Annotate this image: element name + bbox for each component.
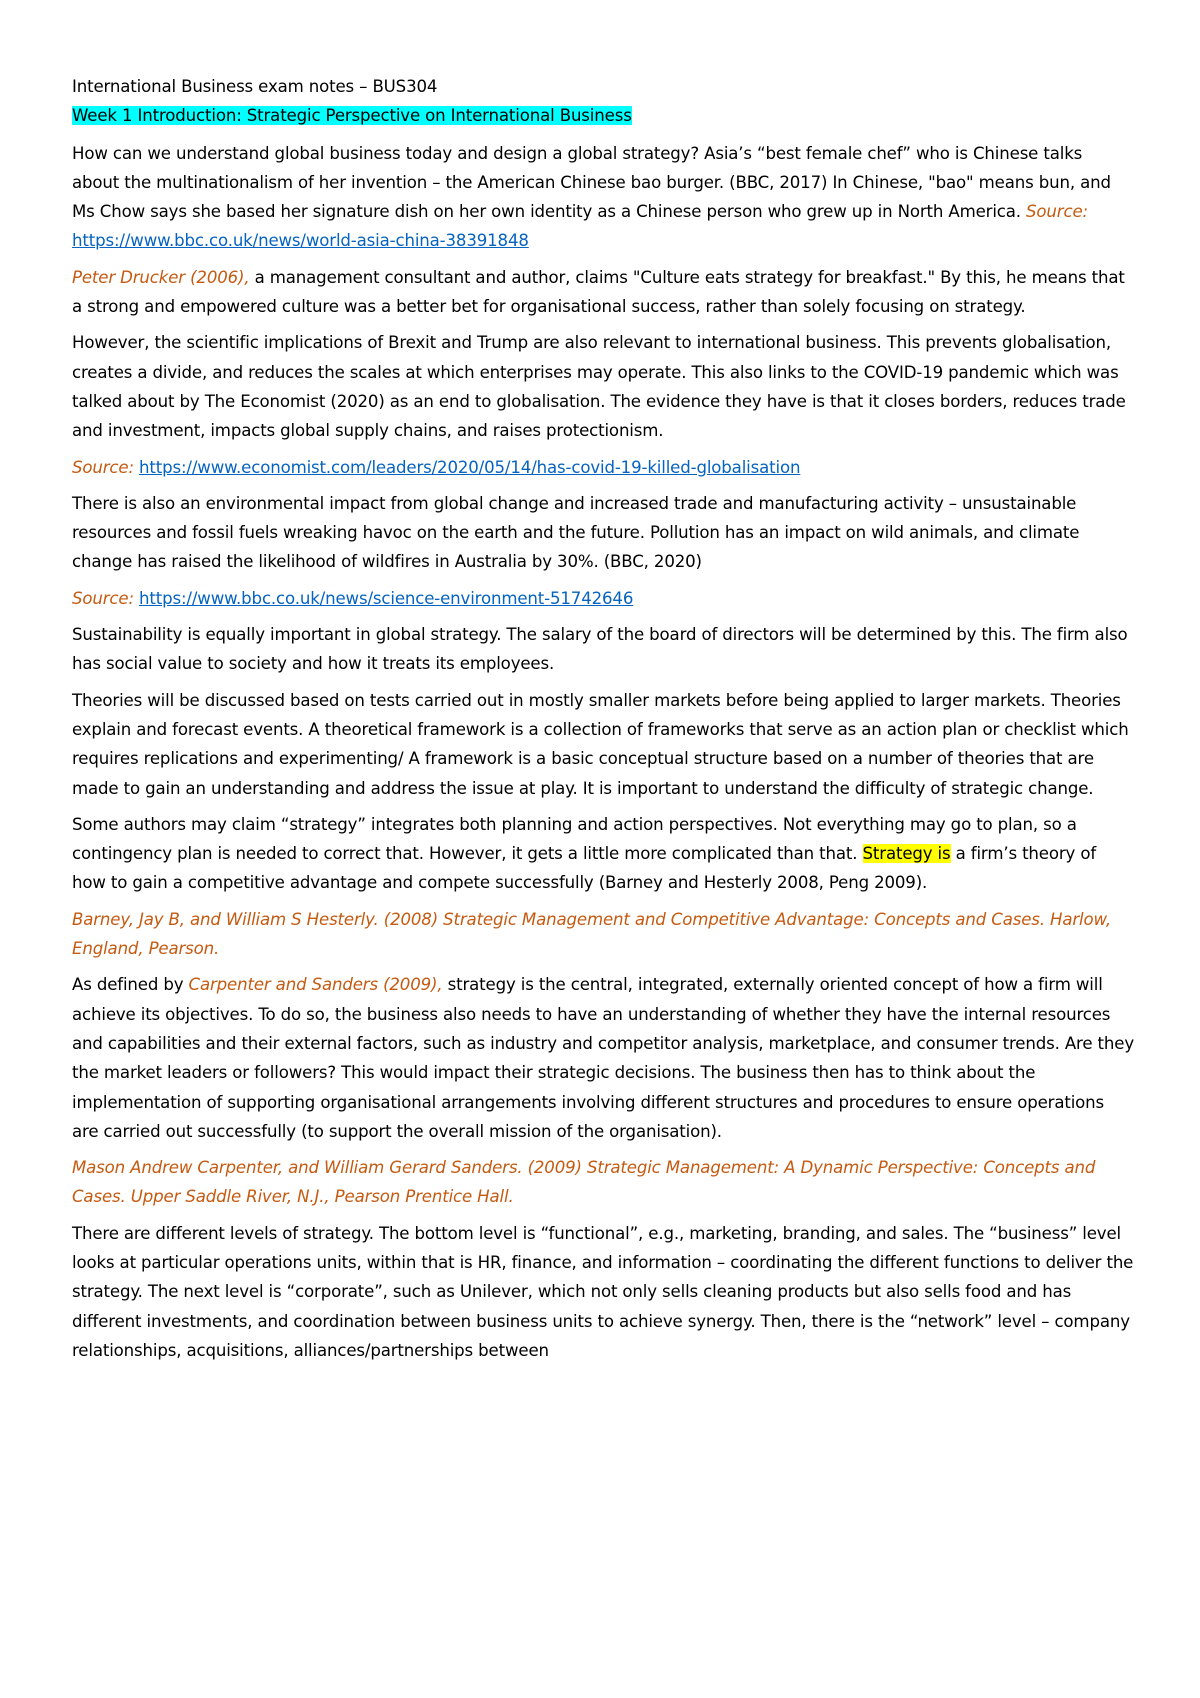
- paragraph-bao-burger: [72, 139, 1134, 256]
- week-heading-highlight: Week 1 Introduction: Strategic Perspective on International Business: [72, 106, 632, 126]
- source-label: Source:: [72, 588, 134, 608]
- paragraph-text: a firm’s theory of how to gain a competitive advantage and compete successfully (Barney and Hesterly 2008, Peng 2009).: [72, 844, 1097, 893]
- paragraph-text: How can we understand global business today and design a global strategy? Asia’s “best female chef” who is Chinese talks about the multinationalism of her invention – the American Chinese bao burger. (BBC, 2017) In Chinese, "bao" means bun, and Ms Chow says she based her signature dish on her own identity as a Chinese person who grew up in North America.: [72, 143, 1111, 222]
- paragraph-carpenter-sanders: [72, 970, 1134, 1146]
- source-link-economist[interactable]: https://www.economist.com/leaders/2020/05/14/has-covid-19-killed-globalisation: [139, 457, 801, 477]
- paragraph-text: As defined by: [72, 975, 189, 995]
- reference-barney-hesterly: Barney, Jay B, and William S Hesterly. (2008) Strategic Management and Competitive Advantage: Concepts and Cases. Harlow, England, Pearson.: [72, 909, 1111, 959]
- source-link-bbc-environment[interactable]: https://www.bbc.co.uk/news/science-environment-51742646: [139, 588, 634, 608]
- paragraph-drucker: [72, 263, 1134, 322]
- paragraph-brexit-trump: However, the scientific implications of Brexit and Trump are also relevant to international business. This prevents globalisation, creates a divide, and reduces the scales at which enterprises may operate. This also links to the COVID-19 pandemic which was talked about by The Economist (2020) as an end to globalisation. The evidence they have is that it closes borders, reduces trade and investment, impacts global supply chains, and raises protectionism.: [72, 333, 1126, 441]
- paragraph-text: a management consultant and author, claims "Culture eats strategy for breakfast." By this, he means that a strong and empowered culture was a better bet for organisational success, rather than solely focusing on strategy.: [72, 267, 1125, 317]
- source-line-bbc-environment: [72, 584, 1134, 613]
- citation-carpenter-sanders: Carpenter and Sanders (2009),: [188, 975, 443, 995]
- paragraph-strategy-levels: There are different levels of strategy. The bottom level is “functional”, e.g., marketing, branding, and sales. The “business” level looks at particular operations units, within that is HR, finance, and information – coordinating the different functions to deliver the strategy. The next level is “corporate”, such as Unilever, which not only sells cleaning products but also sells food and has different investments, and coordination between business units to achieve synergy. Then, there is the “network” level – company relationships, acquisitions, alliances/partnerships between: [72, 1223, 1134, 1360]
- paragraph-text: Some authors may claim “strategy” integrates both planning and action perspectives. Not everything may go to plan, so a contingency plan is needed to correct that. However, it gets a little more complicated than that.: [72, 814, 1077, 864]
- paragraph-environment: There is also an environmental impact from global change and increased trade and manufacturing activity – unsustainable resources and fossil fuels wreaking havoc on the earth and the future. Pollution has an impact on wild animals, and climate change has raised the likelihood of wildfires in Australia by 30%. (BBC, 2020): [72, 493, 1080, 572]
- document-title: International Business exam notes – BUS304: [72, 77, 438, 96]
- citation-drucker: Peter Drucker (2006),: [72, 267, 250, 287]
- paragraph-text: strategy is the central, integrated, externally oriented concept of how a firm will achieve its objectives. To do so, the business also needs to have an understanding of whether they have the internal resources and capabilities and their external factors, such as industry and competitor analysis, marketplace, and consumer trends. Are they the market leaders or followers? This would impact their strategic decisions. The business then has to think about the implementation of supporting organisational arrangements involving different structures and procedures to ensure operations are carried out successfully (to support the overall mission of the organisation).: [72, 975, 1134, 1141]
- paragraph-sustainability: Sustainability is equally important in global strategy. The salary of the board of directors will be determined by this. The firm also has social value to society and how it treats its employees.: [72, 625, 1128, 674]
- source-link-bbc-china[interactable]: https://www.bbc.co.uk/news/world-asia-china-38391848: [72, 231, 529, 251]
- spacer: [72, 131, 1134, 139]
- source-line-economist: [72, 453, 1134, 482]
- reference-carpenter-sanders: Mason Andrew Carpenter, and William Gerard Sanders. (2009) Strategic Management: A Dynamic Perspective: Concepts and Cases. Upper Saddle River, N.J., Pearson Prentice Hall.: [72, 1158, 1096, 1207]
- source-label: Source:: [72, 457, 134, 477]
- week-heading: [72, 101, 1134, 130]
- highlighted-text: Strategy is: [862, 844, 951, 864]
- paragraph-strategy-definition: [72, 810, 1134, 898]
- paragraph-theories: Theories will be discussed based on tests carried out in mostly smaller markets before being applied to larger markets. Theories explain and forecast events. A theoretical framework is a collection of frameworks that serve as an action plan or checklist which requires replications and experimenting/ A framework is a basic conceptual structure based on a number of theories that are made to gain an understanding and address the issue at play. It is important to understand the difficulty of strategic change.: [72, 690, 1129, 798]
- source-label: Source:: [1026, 202, 1088, 222]
- document-body: [72, 72, 1134, 1372]
